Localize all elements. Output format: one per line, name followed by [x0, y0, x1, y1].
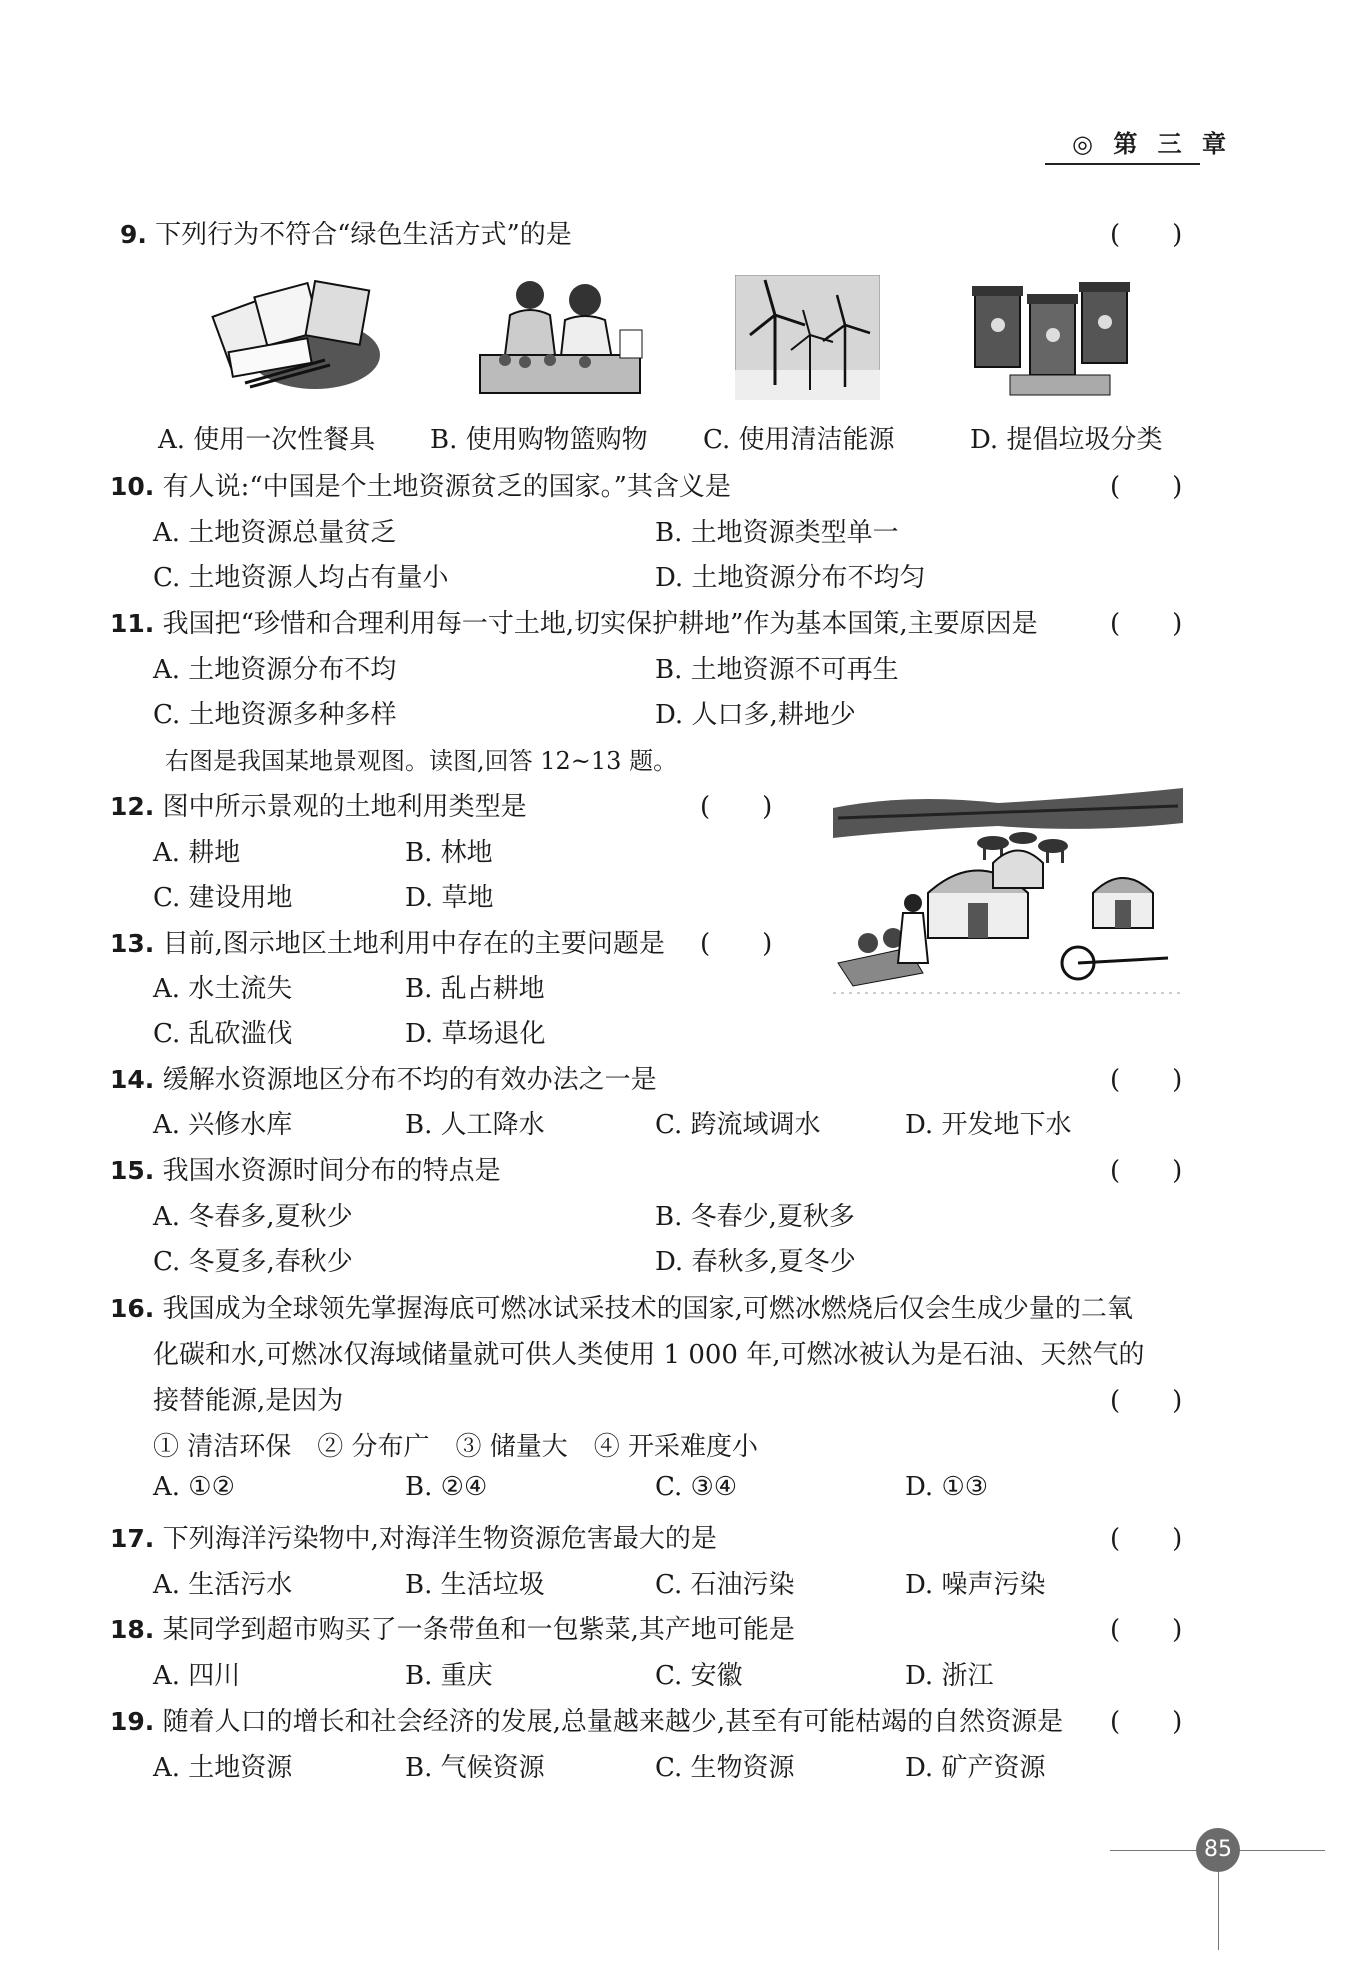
chapter-header	[1072, 124, 1232, 159]
question-11	[110, 603, 1038, 640]
question-text: 目前,图示地区土地利用中存在的主要问题是	[162, 929, 665, 959]
option-b: B. 冬春少,夏秋多	[655, 1202, 855, 1232]
question-number: 14.	[110, 1065, 155, 1094]
option-c: C. 冬夏多,春秋少	[153, 1247, 353, 1277]
question-number: 13.	[110, 929, 155, 958]
option-b: B. 人工降水	[405, 1110, 545, 1140]
question-12	[110, 786, 527, 823]
option-c: C. 乱砍滥伐	[153, 1019, 293, 1049]
question-text: 有人说:“中国是个土地资源贫乏的国家。”其含义是	[162, 472, 731, 502]
question-text: 某同学到超市购买了一条带鱼和一包紫菜,其产地可能是	[162, 1615, 795, 1645]
answer-blank[interactable]: ( )	[1110, 1065, 1183, 1095]
intro-12-13: 右图是我国某地景观图。读图,回答 12~13 题。	[165, 747, 678, 775]
option-a: A. 生活污水	[153, 1570, 293, 1600]
option-b: B. 土地资源不可再生	[655, 655, 899, 685]
question-number: 15.	[110, 1156, 155, 1185]
question-13	[110, 923, 665, 960]
answer-blank[interactable]: ( )	[1110, 1386, 1183, 1416]
option-c: C. 建设用地	[153, 883, 293, 913]
answer-blank[interactable]: ( )	[700, 929, 773, 959]
option-d: D. 提倡垃圾分类	[970, 425, 1163, 455]
option-b: B. 气候资源	[405, 1753, 545, 1783]
option-a: A. 土地资源分布不均	[153, 655, 397, 685]
option-d: D. 浙江	[905, 1661, 994, 1691]
option-c: C. 土地资源多种多样	[153, 700, 397, 730]
chapter-title: 第 三 章	[1113, 130, 1233, 158]
answer-blank[interactable]: ( )	[1110, 472, 1183, 502]
page-number: 85	[1196, 1828, 1240, 1872]
option-d: D. 草地	[405, 883, 494, 913]
question-number: 10.	[110, 472, 155, 501]
option-d: D. 开发地下水	[905, 1110, 1072, 1140]
option-d: D. 春秋多,夏冬少	[655, 1247, 856, 1277]
question-text: 图中所示景观的土地利用类型是	[162, 792, 527, 822]
option-d: D. 土地资源分布不均匀	[655, 563, 926, 593]
question-text: 下列海洋污染物中,对海洋生物资源危害最大的是	[162, 1524, 717, 1554]
question-text-line: 化碳和水,可燃冰仅海域储量就可供人类使用 1 000 年,可燃冰被认为是石油、天然气的	[153, 1340, 1145, 1370]
option-d: D. 噪声污染	[905, 1570, 1046, 1600]
option-a: A. 土地资源	[153, 1753, 293, 1783]
option-d: D. 矿产资源	[905, 1753, 1046, 1783]
question-number: 12.	[110, 792, 155, 821]
option-a: A. 四川	[153, 1661, 241, 1691]
question-text-line: 接替能源,是因为	[153, 1386, 344, 1416]
option-b: B. 乱占耕地	[405, 974, 545, 1004]
option-c: C. 跨流域调水	[655, 1110, 821, 1140]
question-9	[120, 214, 572, 251]
option-a: A. 水土流失	[153, 974, 293, 1004]
question-text: 缓解水资源地区分布不均的有效办法之一是	[162, 1065, 657, 1095]
statement-items: ① 清洁环保 ② 分布广 ③ 储量大 ④ 开采难度小	[153, 1432, 759, 1462]
option-a: A. 使用一次性餐具	[158, 425, 376, 455]
question-text-line: 我国成为全球领先掌握海底可燃冰试采技术的国家,可燃冰燃烧后仅会生成少量的二氧	[162, 1294, 1133, 1324]
option-c: C. 生物资源	[655, 1753, 795, 1783]
header-rule	[1045, 163, 1200, 165]
answer-blank[interactable]: ( )	[1110, 609, 1183, 639]
option-a: A. 耕地	[153, 838, 241, 868]
option-a: A. 冬春多,夏秋少	[153, 1202, 353, 1232]
answer-blank[interactable]: ( )	[1110, 1615, 1183, 1645]
option-b: B. 林地	[405, 838, 493, 868]
question-17	[110, 1518, 717, 1555]
question-number: 17.	[110, 1524, 155, 1553]
option-b: B. 重庆	[405, 1661, 493, 1691]
question-text: 我国水资源时间分布的特点是	[162, 1156, 501, 1186]
question-10	[110, 466, 731, 503]
question-number: 9.	[120, 220, 147, 249]
answer-blank[interactable]: ( )	[1110, 1524, 1183, 1554]
question-16	[110, 1288, 1133, 1325]
question-number: 19.	[110, 1707, 155, 1736]
option-c: C. 安徽	[655, 1661, 743, 1691]
option-c: C. 石油污染	[655, 1570, 795, 1600]
option-a: A. ①②	[153, 1472, 235, 1502]
option-c: C. 使用清洁能源	[703, 425, 895, 455]
answer-blank[interactable]: ( )	[1110, 1156, 1183, 1186]
question-14	[110, 1059, 657, 1096]
grassland-landscape-image	[828, 778, 1190, 1004]
answer-blank[interactable]: ( )	[1110, 1707, 1183, 1737]
shopping-basket-image	[475, 270, 650, 404]
answer-blank[interactable]: ( )	[1110, 220, 1183, 250]
option-b: B. 使用购物篮购物	[430, 425, 648, 455]
option-d: D. 草场退化	[405, 1019, 546, 1049]
garbage-bins-image	[970, 280, 1135, 404]
question-18	[110, 1609, 795, 1646]
question-number: 18.	[110, 1615, 155, 1644]
question-text: 随着人口的增长和社会经济的发展,总量越来越少,甚至有可能枯竭的自然资源是	[162, 1707, 1064, 1737]
question-text: 我国把“珍惜和合理利用每一寸土地,切实保护耕地”作为基本国策,主要原因是	[162, 609, 1038, 639]
option-a: A. 土地资源总量贫乏	[153, 518, 397, 548]
option-c: C. ③④	[655, 1472, 738, 1502]
option-a: A. 兴修水库	[153, 1110, 293, 1140]
disposable-tableware-image	[205, 275, 385, 399]
option-d: D. 人口多,耕地少	[655, 700, 856, 730]
option-b: B. 生活垃圾	[405, 1570, 545, 1600]
option-b: B. 土地资源类型单一	[655, 518, 899, 548]
question-number: 11.	[110, 609, 155, 638]
answer-blank[interactable]: ( )	[700, 792, 773, 822]
option-c: C. 土地资源人均占有量小	[153, 563, 449, 593]
wind-turbines-image	[735, 275, 880, 404]
option-d: D. ①③	[905, 1472, 989, 1502]
question-19	[110, 1701, 1063, 1738]
chapter-symbol: ◎	[1072, 130, 1099, 158]
question-15	[110, 1150, 501, 1187]
question-text: 下列行为不符合“绿色生活方式”的是	[155, 220, 572, 250]
option-b: B. ②④	[405, 1472, 488, 1502]
question-number: 16.	[110, 1294, 155, 1323]
